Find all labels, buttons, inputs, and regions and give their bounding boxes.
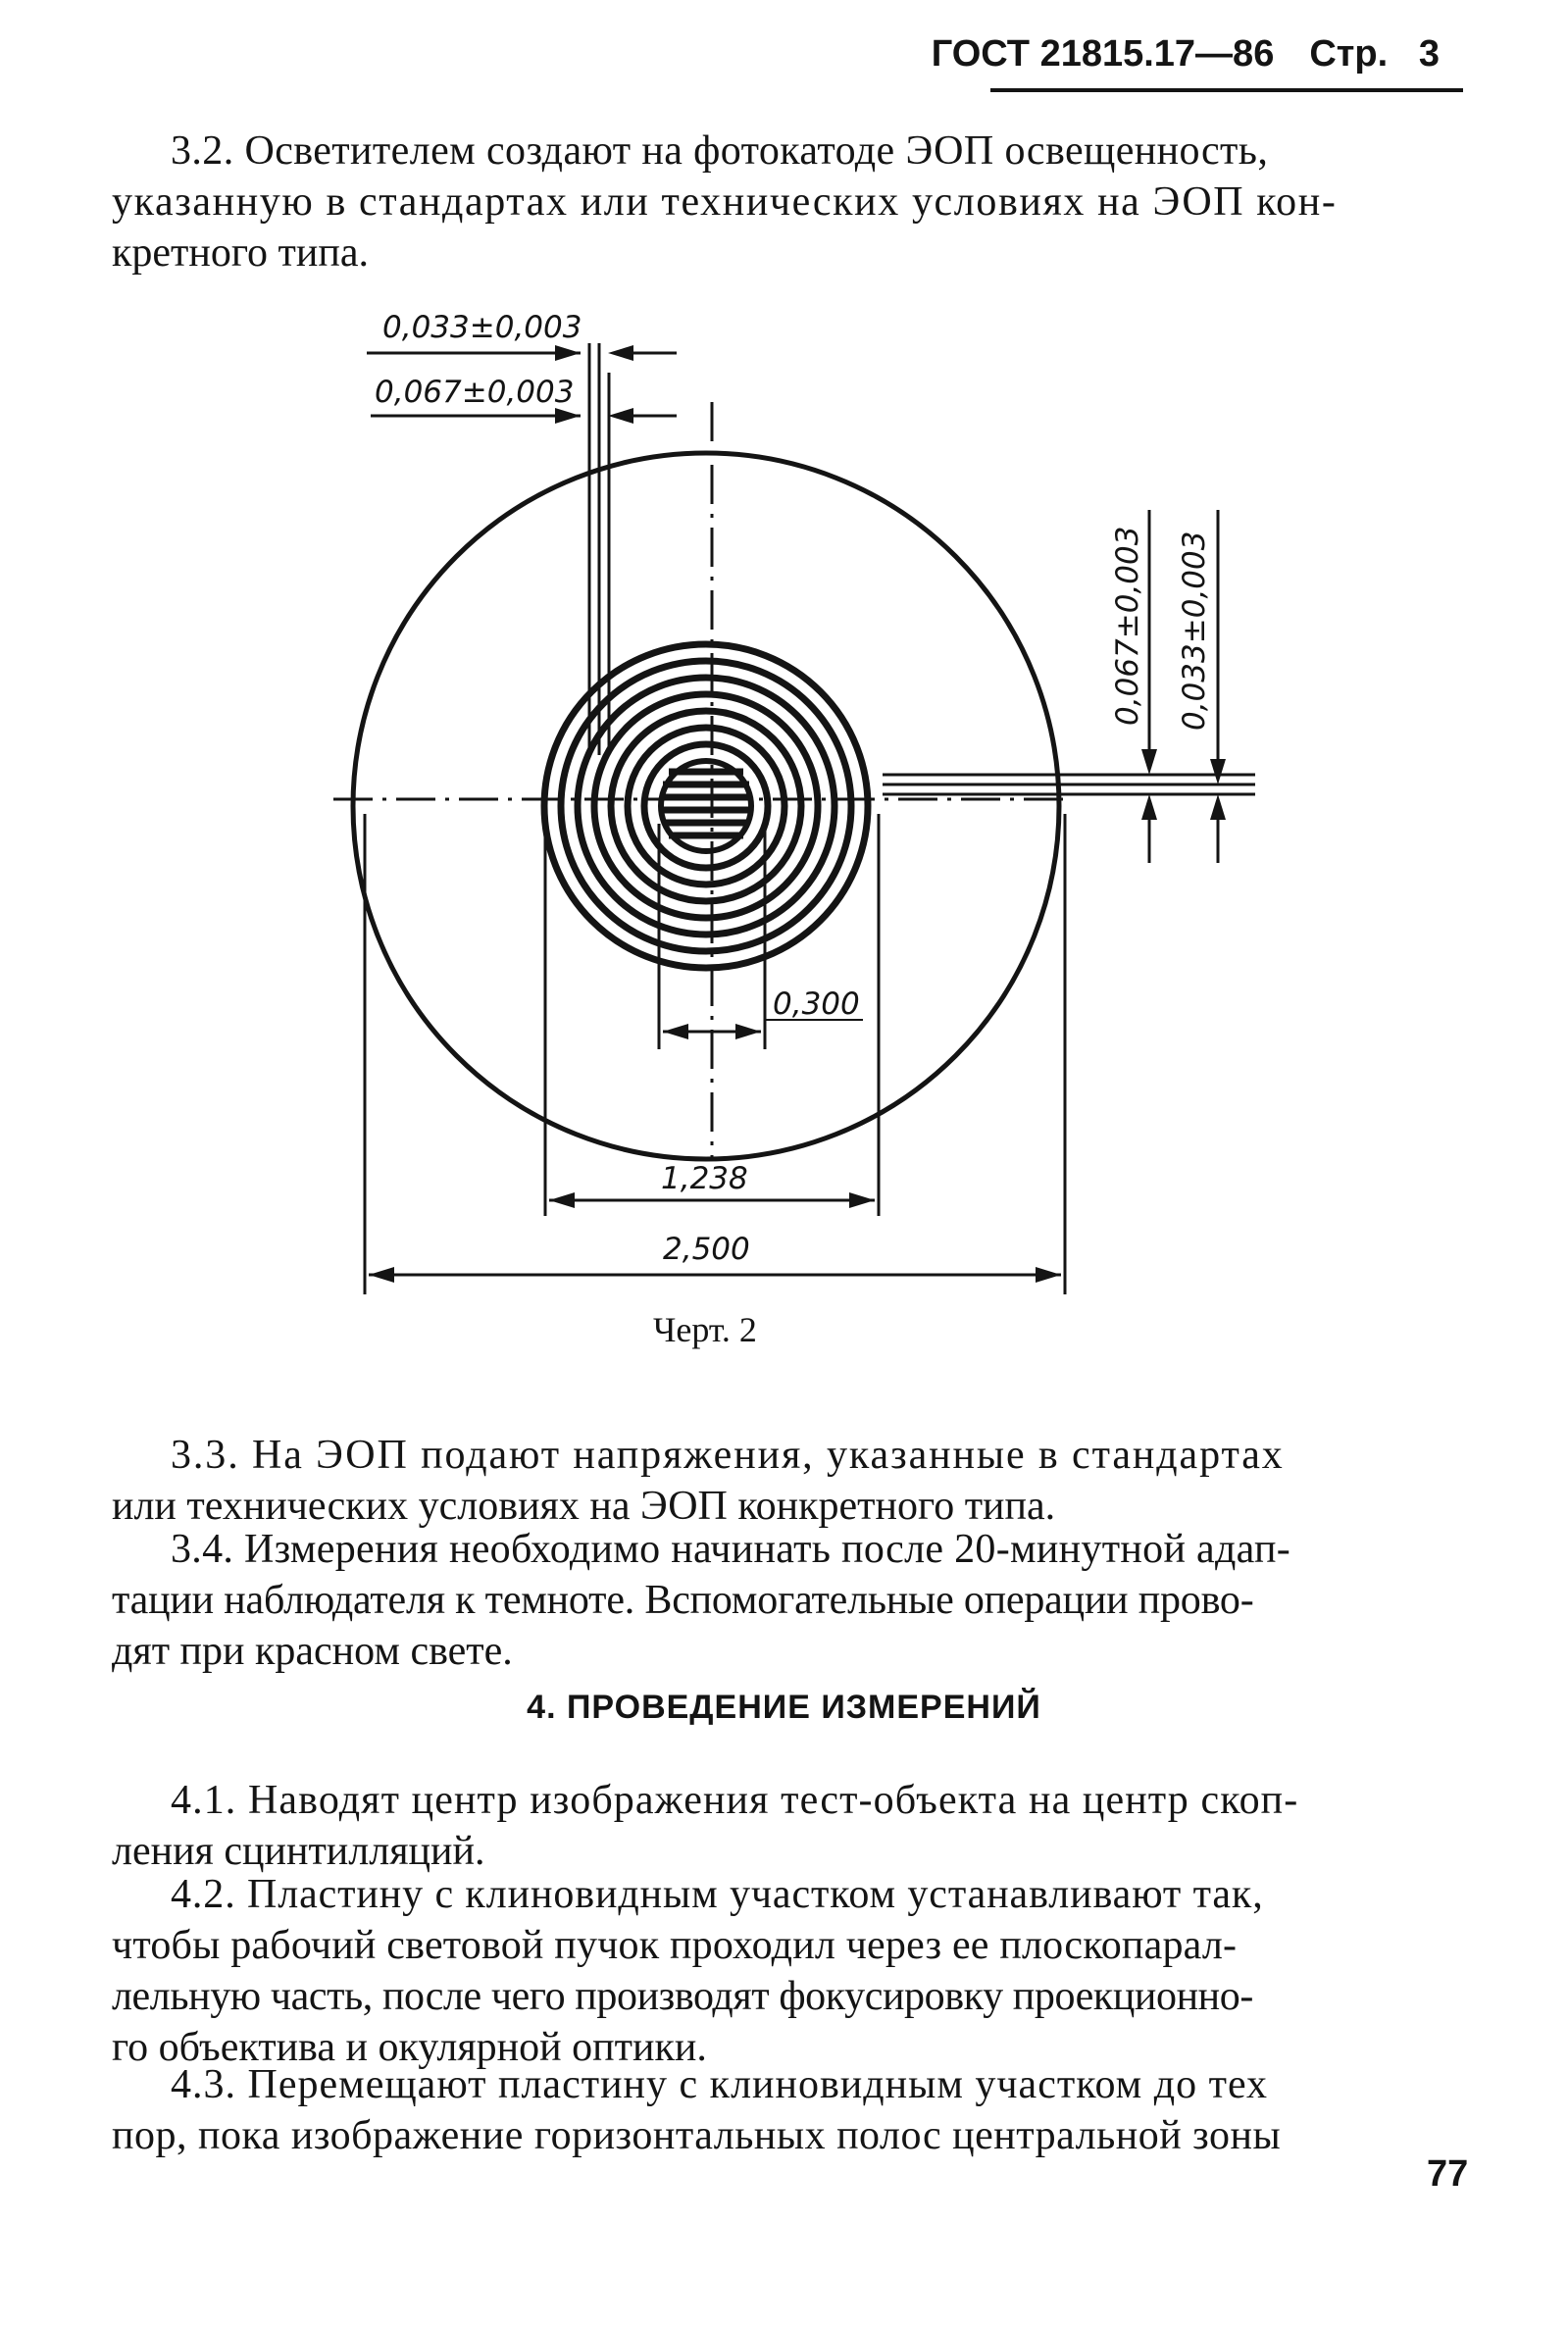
figure-caption: Черт. 2 <box>653 1310 757 1349</box>
text-line: дят при красном свете. <box>112 1629 513 1674</box>
standard-number: ГОСТ 21815.17—86 <box>931 33 1275 75</box>
dim-2500: 2,500 <box>663 1232 750 1267</box>
dim-0067-right: 0,067±0,003 <box>1110 526 1145 726</box>
text-line: пор, пока изображение горизонтальных полос центральной зоны <box>112 2113 1282 2158</box>
text-line: 4.2. Пластину с клиновидным участком устанавливают так, <box>171 1872 1264 1917</box>
dim-0300: 0,300 <box>773 986 860 1022</box>
text-line: лельную часть, после чего производят фокусировку проекционно- <box>112 1974 1253 2019</box>
text-line: тации наблюдателя к темноте. Вспомогательные операции прово- <box>112 1578 1254 1623</box>
text-line: указанную в стандартах или технических условиях на ЭОП кон- <box>112 179 1338 225</box>
text-line: го объектива и окулярной оптики. <box>112 2025 707 2070</box>
text-line: ления сцинтилляций. <box>112 1829 485 1874</box>
text-line: или технических условиях на ЭОП конкретного типа. <box>112 1484 1056 1529</box>
dim-0067-top: 0,067±0,003 <box>375 375 575 410</box>
paragraph-4-3 <box>112 2059 1463 2161</box>
page-label: Стр. <box>1309 33 1389 75</box>
footer-page-number: 77 <box>1427 2153 1469 2195</box>
paragraph-3-4 <box>112 1524 1463 1677</box>
outer-circle <box>353 453 1059 1159</box>
dim-0033-right: 0,033±0,003 <box>1177 531 1212 731</box>
text-line: 4.1. Наводят центр изображения тест-объекта на центр скоп- <box>171 1778 1299 1823</box>
paragraph-4-1 <box>112 1775 1463 1877</box>
paragraph-4-2 <box>112 1869 1463 2073</box>
text-line: кретного типа. <box>112 230 370 276</box>
text-line: 3.3. На ЭОП подают напряжения, указанные в стандартах <box>171 1433 1285 1478</box>
inner-ring <box>628 728 784 885</box>
inner-ring <box>611 711 801 901</box>
inner-ring <box>578 678 835 935</box>
inner-ring <box>561 661 851 951</box>
paragraph-3-3 <box>112 1430 1463 1532</box>
text-line: 3.4. Измерения необходимо начинать после 20-минутной адап- <box>171 1527 1291 1572</box>
section-4-title: 4. ПРОВЕДЕНИЕ ИЗМЕРЕНИЙ <box>527 1689 1041 1726</box>
dim-0033-top: 0,033±0,003 <box>382 310 582 345</box>
central-bars <box>661 772 751 835</box>
text-line: 3.2. Осветителем создают на фотокатоде ЭОП освещенность, <box>171 128 1269 174</box>
text-line: 4.3. Перемещают пластину с клиновидным участком до тех <box>171 2062 1269 2107</box>
dim-1238: 1,238 <box>661 1161 748 1196</box>
text-line: чтобы рабочий световой пучок проходил через ее плоскопарал- <box>112 1923 1238 1968</box>
header-page-number: 3 <box>1418 33 1440 75</box>
